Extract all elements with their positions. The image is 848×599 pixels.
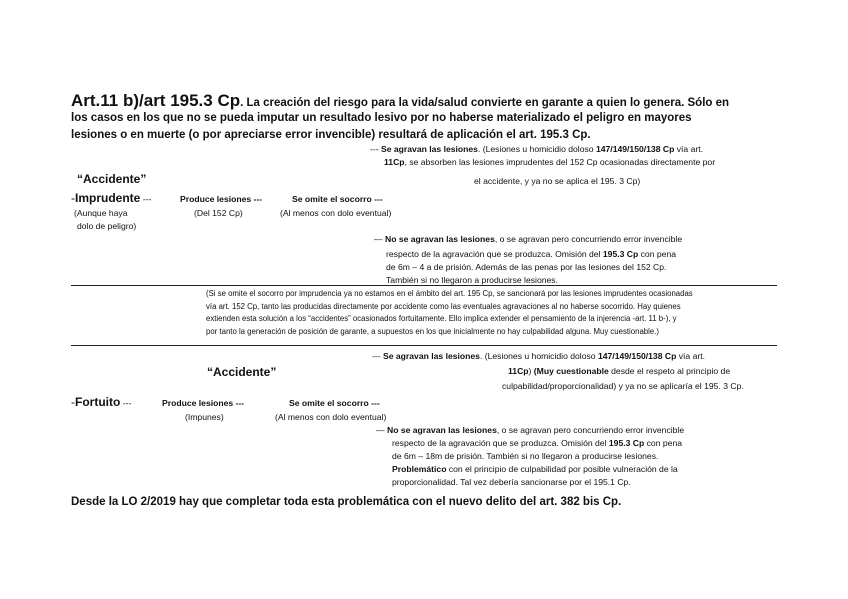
imprudente-label: -Imprudente ---	[71, 191, 152, 205]
intro-line-3: lesiones o en muerte (o por apreciarse error invencible) resultará de aplicación el art. 195.3 Cp.	[71, 129, 591, 141]
divider-1	[71, 285, 777, 286]
al-menos-dolo-1: (Al menos con dolo eventual)	[280, 208, 392, 218]
note-line-1: (Si se omite el socorro por imprudencia ya no estamos en el ámbito del art. 195 Cp, se sancionará por las lesiones imprudentes ocasionadas	[206, 289, 693, 298]
branch-no-agravan-1-line2: respecto de la agravación que se produzca. Omisión del 195.3 Cp con pena	[386, 249, 676, 259]
omite-socorro-2: Se omite el socorro ---	[289, 398, 380, 408]
produce-lesiones-1: Produce lesiones ---	[180, 194, 263, 204]
branch-no-agravan-1-line4: También si no llegaron a producirse lesiones.	[386, 275, 558, 285]
branch-agravan-2-line3: culpabilidad/proporcionalidad) y ya no se aplicaría el 195. 3 Cp.	[502, 381, 744, 391]
branch-agravan-2-line2: 11Cp) (Muy cuestionable desde el respeto al principio de	[508, 366, 731, 376]
fortuito-label: -Fortuito ---	[71, 395, 132, 409]
omite-socorro-1: Se omite el socorro ---	[292, 194, 383, 204]
note-line-3: extienden esta solución a los “accidentes” ocasionados fortuitamente. Ello implica extender el pensamiento de la injerencia -art. 11 b-), y	[206, 314, 677, 323]
article-heading: Art.11 b)/art 195.3 Cp	[71, 91, 241, 110]
branch-agravan-1-line2: 11Cp, se absorben las lesiones imprudentes del 152 Cp ocasionadas directamente por	[384, 157, 716, 167]
accidente-label-1: “Accidente”	[77, 172, 147, 186]
del-152-cp: (Del 152 Cp)	[194, 208, 243, 218]
note-line-4: por tanto la generación de posición de garante, a supuestos en los que inicialmente no hay culpabilidad alguna. Muy cuestionable.)	[206, 327, 659, 336]
branch-no-agravan-1: — No se agravan las lesiones, o se agravan pero concurriendo error invencible	[374, 234, 683, 244]
branch-agravan-1-line3: el accidente, y ya no se aplica el 195. 3 Cp)	[474, 176, 641, 186]
al-menos-dolo-2: (Al menos con dolo eventual)	[275, 412, 387, 422]
branch-no-agravan-2-line2: respecto de la agravación que se produzca. Omisión del 195.3 Cp con pena	[392, 438, 682, 448]
dolo-de-peligro: dolo de peligro)	[77, 221, 137, 231]
accidente-label-2: “Accidente”	[207, 365, 277, 379]
note-line-2: vía art. 152 Cp, tanto las producidas directamente por accidente como las eventuales agravaciones al no haberse socorrido. Hay quienes	[206, 302, 681, 311]
impunes: (Impunes)	[185, 412, 224, 422]
divider-2	[71, 345, 777, 346]
branch-no-agravan-2: — No se agravan las lesiones, o se agravan pero concurriendo error invencible	[376, 425, 685, 435]
intro-first-line	[71, 91, 729, 112]
produce-lesiones-2: Produce lesiones ---	[162, 398, 245, 408]
branch-agravan-2: --- Se agravan las lesiones. (Lesiones u homicidio doloso 147/149/150/138 Cp vía art.	[372, 351, 705, 361]
intro-text: . La creación del riesgo para la vida/salud convierte en garante a quien lo genera. Sólo en	[240, 97, 730, 109]
footer-note: Desde la LO 2/2019 hay que completar toda esta problemática con el nuevo delito del art. 382 bis Cp.	[71, 496, 622, 508]
branch-agravan-1: --- Se agravan las lesiones. (Lesiones u homicidio doloso 147/149/150/138 Cp vía art.	[370, 144, 703, 154]
branch-no-agravan-2-line5: proporcionalidad. Tal vez debería sancionarse por el 195.1 Cp.	[392, 477, 631, 487]
intro-line-2: los casos en los que no se pueda imputar un resultado lesivo por no haberse materializado el peligro en mayores	[71, 112, 692, 124]
aunque-haya: (Aunque haya	[74, 208, 128, 218]
branch-no-agravan-2-line4: Problemático con el principio de culpabilidad por posible vulneración de la	[392, 464, 678, 474]
branch-no-agravan-2-line3: de 6m – 18m de prisión. También si no llegaron a producirse lesiones.	[392, 451, 659, 461]
branch-no-agravan-1-line3: de 6m – 4 a de prisión. Además de las penas por las lesiones del 152 Cp.	[386, 262, 667, 272]
